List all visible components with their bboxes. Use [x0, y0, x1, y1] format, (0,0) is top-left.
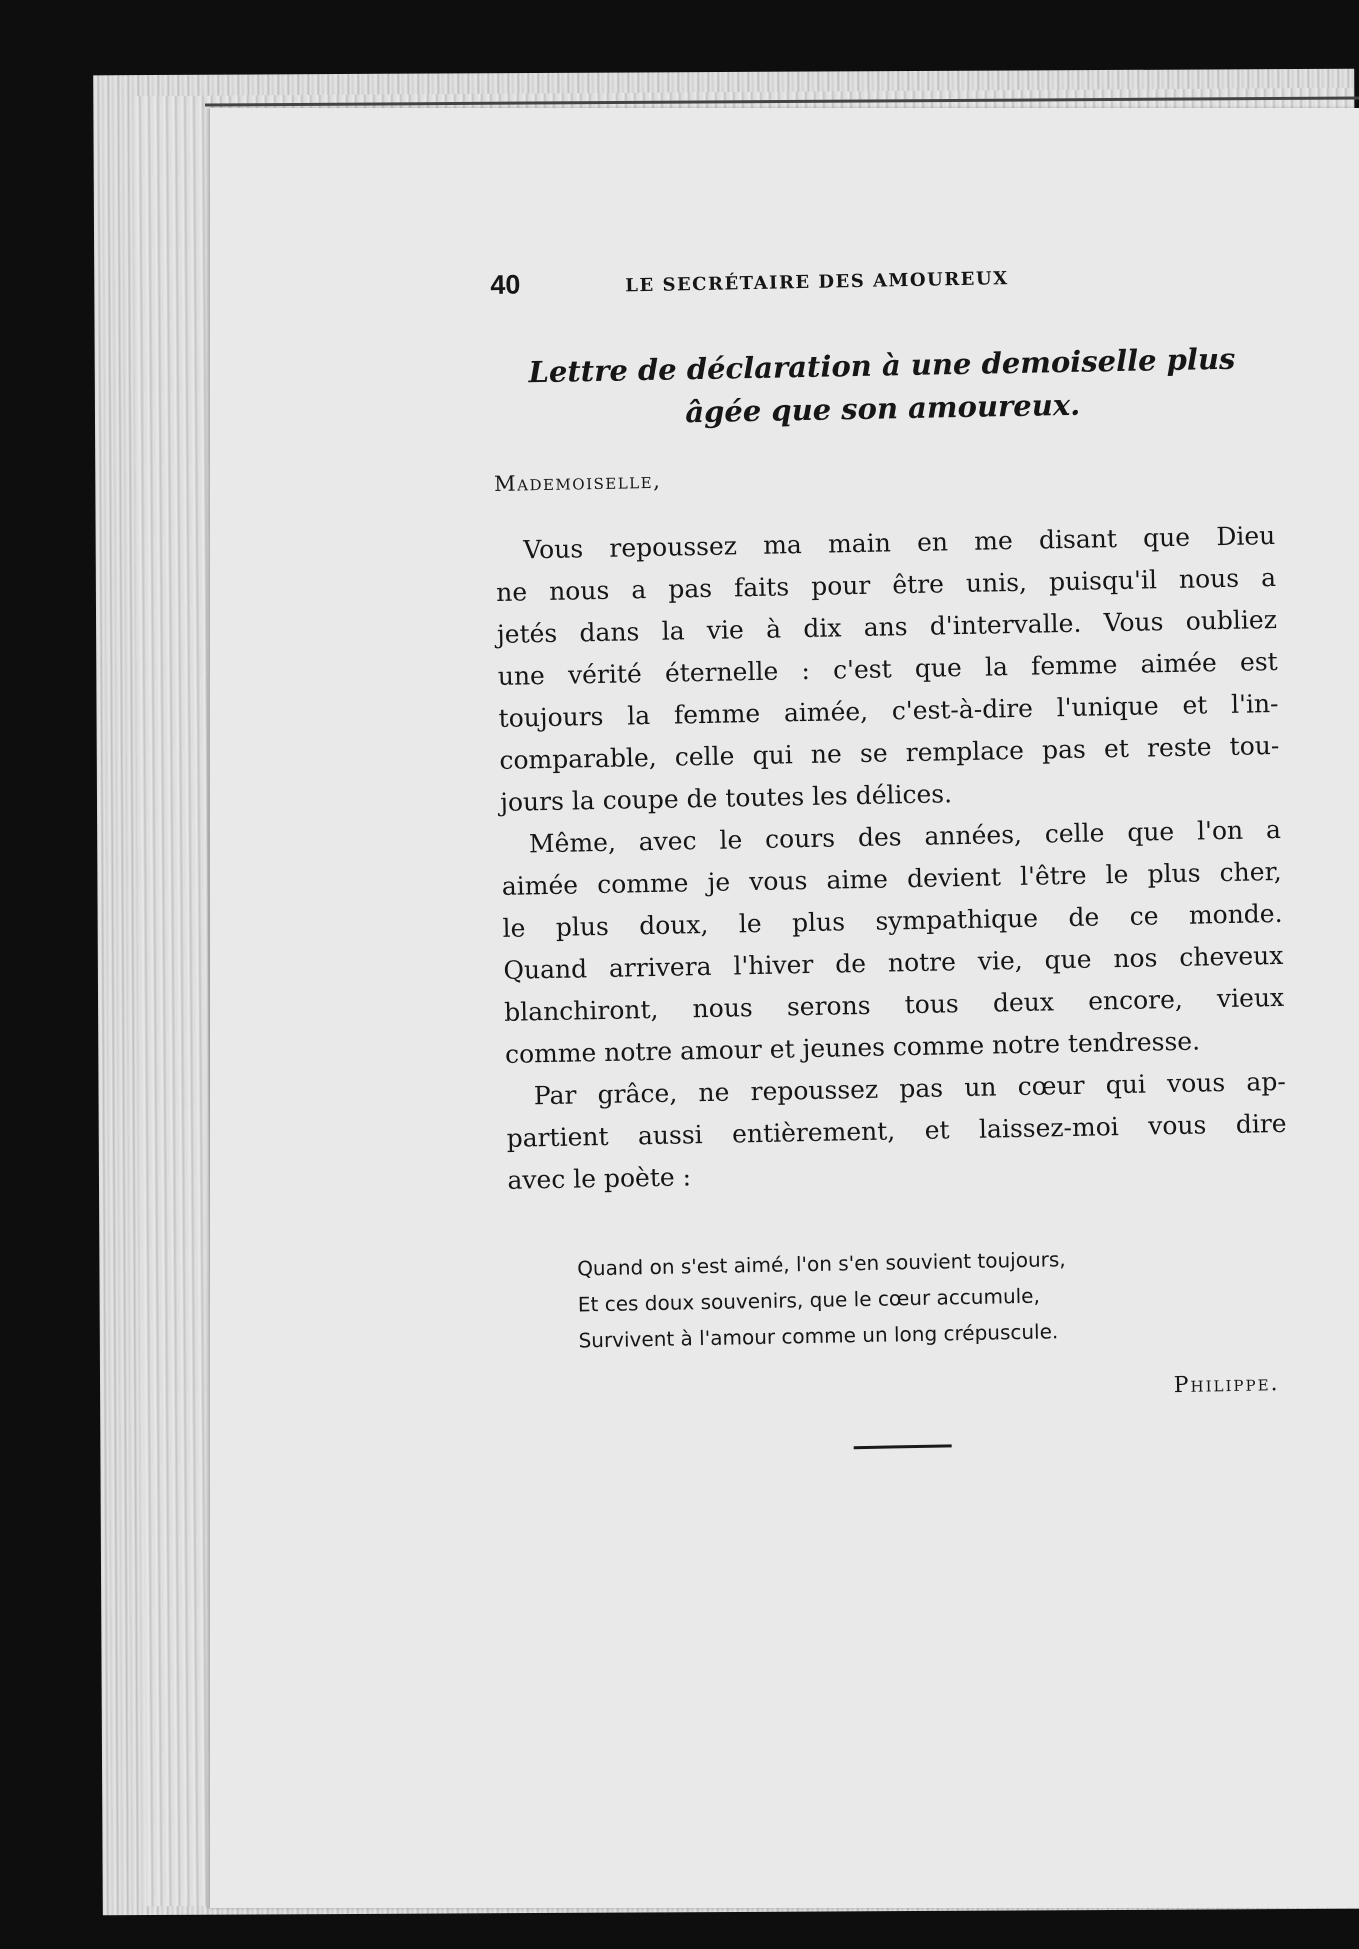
verse-line: Et ces doux souvenirs, que le cœur accumule,: [577, 1283, 1041, 1317]
page-text: [490, 255, 1293, 1456]
heading-line: Lettre de déclaration à une demoiselle plus: [528, 341, 1236, 390]
text-line: Même, avec le cours des années, celle que l'on a: [528, 814, 1282, 859]
signature: Philippe.: [1173, 1371, 1280, 1399]
page-number: 40: [490, 269, 521, 300]
text-line: partient aussi entièrement, et laissez-moi vous dire: [506, 1108, 1287, 1153]
verse-line: Quand on s'est aimé, l'on s'en souvient toujours,: [576, 1247, 1066, 1281]
running-title: LE SECRÉTAIRE DES AMOUREUX: [625, 268, 1009, 297]
paragraph: [501, 809, 1286, 1076]
text-line: jetés dans la vie à dix ans d'intervalle. Vous oubliez: [496, 604, 1278, 649]
heading-line: âgée que son amoureux.: [684, 387, 1081, 430]
text-line: le plus doux, le plus sympathique de ce monde.: [502, 898, 1283, 943]
text-line: ne nous a pas faits pour être unis, puisqu'il nous a: [495, 562, 1277, 607]
text-line: Quand arrivera l'hiver de notre vie, que nos cheveux: [503, 940, 1284, 985]
paragraph: [505, 1061, 1287, 1202]
text-line: jours la coupe de toutes les délices.: [499, 779, 953, 817]
paragraph: [495, 515, 1281, 824]
text-line: Vous repoussez ma main en me disant que Dieu: [523, 520, 1276, 565]
text-line: avec le poète :: [507, 1162, 692, 1195]
verse-quote: [509, 1237, 1291, 1360]
text-line: toujours la femme aimée, c'est-à-dire l'unique et l'in-: [498, 688, 1279, 733]
verse-line: Survivent à l'amour comme un long crépuscule.: [578, 1319, 1059, 1353]
letter-body: [495, 515, 1288, 1202]
letter-heading: [492, 337, 1274, 438]
text-line: aimée comme je vous aime devient l'être le plus cher,: [501, 856, 1282, 901]
salutation: Mademoiselle,: [493, 468, 662, 496]
text-line: comme notre amour et jeunes comme notre tendresse.: [504, 1026, 1201, 1069]
text-line: une vérité éternelle : c'est que la femme aimée est: [497, 646, 1278, 691]
text-line: comparable, celle qui ne se remplace pas et reste tou-: [499, 730, 1280, 775]
text-line: blanchiront, nous serons tous deux encore, vieux: [503, 982, 1285, 1027]
text-line: Par grâce, ne repoussez pas un cœur qui vous ap-: [533, 1066, 1287, 1111]
